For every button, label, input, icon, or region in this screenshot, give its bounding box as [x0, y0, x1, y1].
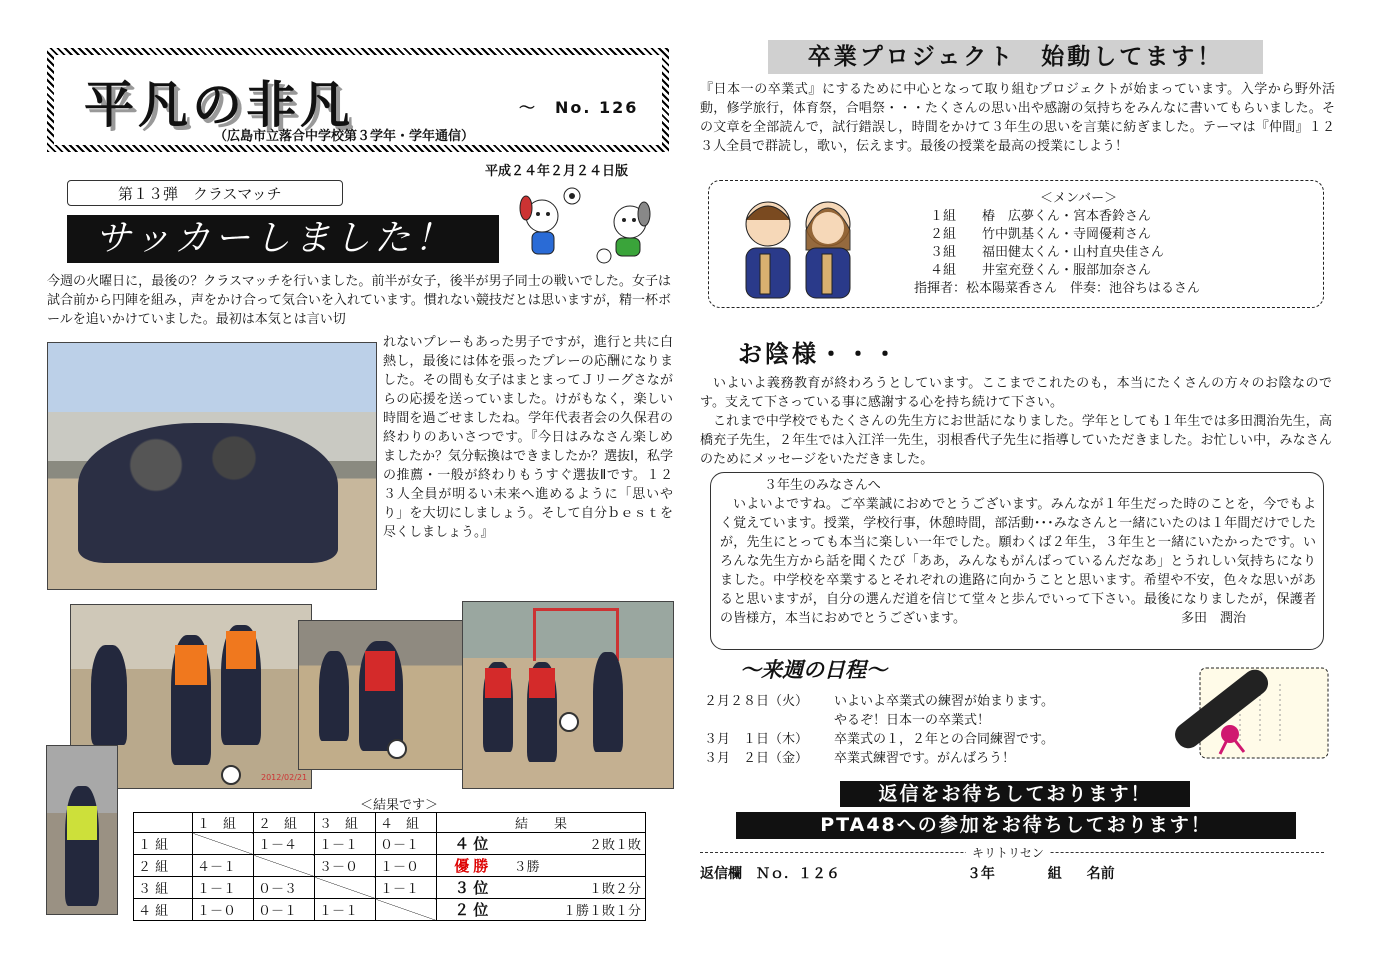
article-headline: サッカーしました！	[67, 215, 499, 263]
teacher-message	[720, 476, 1316, 628]
reply-banner: 返信をお待ちしております！	[840, 781, 1190, 807]
header-class-4: ４ 組	[376, 813, 437, 833]
newsletter-subtitle: （広島市立落合中学校第３学年・学年通信）	[214, 129, 475, 144]
students-huddle	[78, 423, 338, 563]
results-table	[133, 812, 646, 921]
header-result: 結 果	[437, 813, 646, 833]
pta-banner: PTA48への参加をお待ちしております！	[736, 812, 1296, 839]
reply-name-field[interactable]: 名前	[1086, 866, 1115, 882]
soccer-photo-2	[298, 620, 468, 770]
champion-label: 優勝	[437, 855, 510, 877]
thanks-paragraph-2: これまで中学校でもたくさんの先生方にお世話になりました。学年としても１年生では多田潤治先生，高橋充子先生，２年生では入江洋一先生，羽根香代子先生に指導していただきました。お忙しい中，みなさんのためにメッセージをいただきました。	[700, 414, 1332, 467]
table-row: ４ 組 １－０ ０－１ １－１ ２位 １勝１敗１分	[134, 899, 646, 921]
newsletter-title: 平凡の非凡	[84, 76, 354, 134]
student-with-ball-photo	[46, 745, 118, 915]
soccer-dogs-illustration	[512, 186, 672, 270]
thanks-paragraph-1: いよいよ義務教育が終わろうとしています。ここまでこれたのも，本当にたくさんの方々のお陰なのです。支えて下さっている事に感謝する心を持ち続けて下さい。	[700, 376, 1332, 410]
project-title: 卒業プロジェクト 始動してます！	[768, 40, 1263, 74]
cut-label: キリトリセン	[966, 844, 1050, 861]
diploma-illustration	[1160, 662, 1336, 780]
reply-slip	[700, 863, 1115, 883]
soccer-photo-3	[462, 601, 674, 789]
article-continued: れないプレーもあった男子ですが，進行と共に白熱し，最後には体を張ったプレーの応酬になりました。その間も女子はまとまってＪリーグさながらの応援を送っていました。けがもなく，楽しい時間を過ごせましたね。学年代表者会の久保君の終わりのあいさつです。『今日はみなさん楽しめましたか？気分転換はできましたか？選抜Ⅰ，私学の推薦・一般が終わりもうすぐ選抜Ⅱです。１２３人全員が明るい未来へ進めるように「思いやり」を大切にしましょう。そして自分ｂｅｓｔを尽くしましょう。』	[383, 335, 673, 540]
thanks-body	[700, 374, 1332, 469]
message-greeting: ３年生のみなさんへ	[764, 478, 881, 493]
results-label: ＜結果です＞	[360, 798, 439, 813]
list-item: ３月 １日（木） 卒業式の１，２年との合同練習です。	[704, 732, 1054, 747]
thanks-title: お陰様・・・	[738, 340, 900, 368]
members-label: ＜メンバー＞	[1040, 191, 1118, 206]
header-class-2: ２ 組	[254, 813, 315, 833]
header-class-3: ３ 組	[315, 813, 376, 833]
list-item: ２月２８日（火） いよいよ卒業式の練習が始まります。	[704, 694, 1054, 709]
reply-class: 組	[1047, 866, 1062, 882]
article-intro: 今週の火曜日に，最後の？クラスマッチを行いました。前半が女子，後半が男子同士の戦いでした。女子は試合前から円陣を組み，声をかけ合って気合いを入れています。慣れない競技だとは思いますが，精一杯ボールを追いかけていました。最初は本気とは言い切	[47, 274, 671, 327]
project-body: 『日本一の卒業式』にするために中心となって取り組むプロジェクトが始まっています。入学から野外活動，修学旅行，体育祭，合唱祭・・・たくさんの思い出や感謝の気持ちをみんなに書いてもらいました。その文章を全部読んで，試行錯誤し，時間をかけて３年生の思いを言葉に紡ぎました。テーマは『仲間』１２３人全員で群読し，歌い，伝えます。最後の授業を最高の授業にしよう！	[700, 82, 1335, 154]
header-class-1: １ 組	[193, 813, 254, 833]
issue-number: ～ No. 126	[519, 98, 639, 117]
table-row: １ 組 １－４ １－１ ０－１ ４位 ２敗１敗	[134, 833, 646, 855]
members-list	[860, 190, 1200, 298]
message-signature: 多田 潤治	[1180, 611, 1246, 626]
schedule-list	[704, 692, 1054, 768]
leaders: 指揮者：松本陽菜香さん 伴奏：池谷ちはるさん	[914, 281, 1201, 296]
schedule-title: ～来週の日程～	[740, 658, 887, 682]
reply-slip-label: 返信欄 Ｎｏ．１２６	[700, 866, 840, 882]
list-item: ３組 福田健太くん・山村直央佳さん	[930, 245, 1165, 260]
list-item: ２組 竹中凱基くん・寺岡優莉さん	[930, 227, 1152, 242]
huddle-photo	[47, 342, 377, 590]
list-item: ３月 ２日（金） 卒業式練習です。がんばろう！	[704, 751, 1015, 766]
results-header-row	[134, 813, 646, 833]
issue-date: 平成２４年２月２４日版	[485, 164, 629, 179]
list-item: １組 椿 広夢くん・宮本香鈴さん	[930, 209, 1152, 224]
masthead	[47, 48, 669, 152]
table-row: ３ 組 １－１ ０－３ １－１ ３位 １敗２分	[134, 877, 646, 899]
graduates-illustration	[728, 190, 868, 302]
table-row: ２ 組 ４－１ ３－０ １－０ 優勝 ３勝	[134, 855, 646, 877]
header-blank	[134, 813, 193, 833]
list-item: ４組 井室充登くん・服部加奈さん	[930, 263, 1152, 278]
message-body: いよいよですね。ご卒業誠におめでとうございます。みんなが１年生だった時のことを，今でもよく覚えています。授業，学校行事，休憩時間，部活動･･･みなさんと一緒にいたのは１年間だけでしたが，先生にとっても本当に楽しい一年でした。願わくば２年生，３年生と一緒にいたかったです。いろんな先生方から話を聞くたび「ああ，みんなもがんばっているんだなあ」とうれしい気持ちになりました。中学校を卒業するとそれぞれの進路に向かうことと思います。希望や不安，色々な思いがあると思いますが，自分の選んだ道を信じて堂々と歩んでいって下さい。最後になりましたが，保護者の皆様方，本当におめでとうございます。	[720, 497, 1316, 626]
reply-grade: ３年	[966, 866, 995, 882]
series-label: 第１３弾 クラスマッチ	[67, 180, 343, 206]
list-item: やるぞ！日本一の卒業式！	[834, 713, 991, 728]
photo-timestamp: 2012/02/21	[261, 773, 308, 782]
